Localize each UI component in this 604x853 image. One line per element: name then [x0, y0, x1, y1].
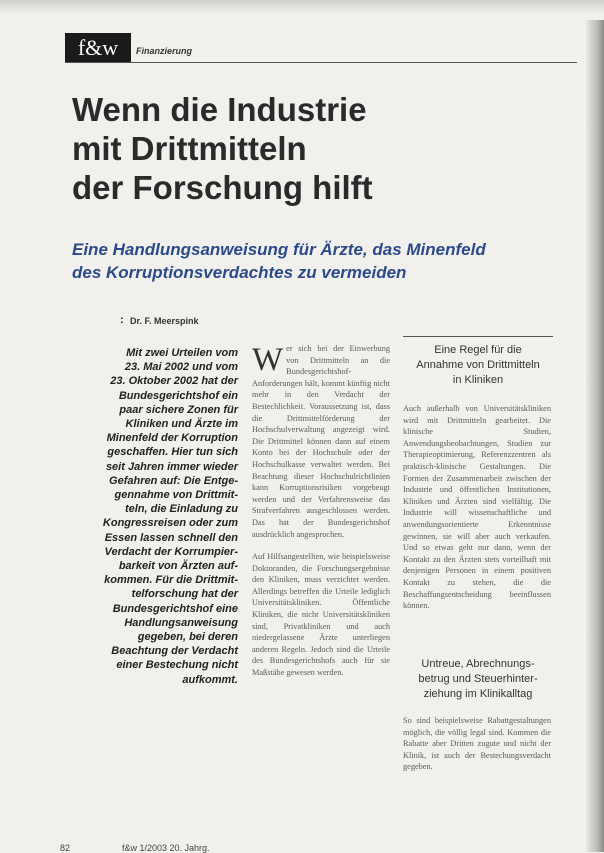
body-column-right [403, 403, 551, 623]
body-paragraph: Auch außerhalb von Universitätskliniken wird mit Drittmitteln gearbeitet. Die klinische Studien, Anwendungsbeobachtungen, Studien zur Therapieoptimierung, Referenzzentren als praktisch-klinische Gestaltungen. Die Formen der Zusammenarbeit zwischen der Industrie und öffentlichen Institutionen, Kliniken und Ärzten sind vielfältig. Die Industrie will wissenschaftliche und anwendungsorientierte Erkenntnisse gewinnen, sie will aber auch verkaufen. Und so etwas geht nur dann, wenn der Kontakt zu den Ärzten stets vorteilhaft mit denjenigen Personen in einem positiven Kontakt zu stehen, die die Beschaffungsentscheidung beeinflussen können. [403, 404, 551, 611]
article-title [72, 90, 532, 207]
body-column-middle [252, 343, 390, 690]
body-paragraph: Auf Hilfsangestellten, wie beispielsweise Doktoranden, die Forschungsergebnisse den Kliniken, muss verzichtet werden. Allerdings betreffen die Urteile lediglich Universitätskliniken. Öffentliche Kliniken, die nicht Universitätskliniken sind, Privatkliniken und auch niedergelassene Ärzte unterliegen anderen Regeln. Jedoch sind die Urteile des Bundesgerichtshofs auch für sie Maßstäbe gewesen werden. [252, 552, 390, 678]
header-rule [65, 62, 577, 63]
body-paragraph: So sind beispielsweise Rabattgestaltungen möglich, die völlig legal sind. Kommen die Rabatte aber Dritten zugute und nicht der Klinik, ist auch der Bestechungsverdacht gegeben. [403, 716, 551, 772]
author-name: Dr. F. Meerspink [130, 316, 199, 326]
sidebar-heading: Eine Regel für die Annahme von Drittmitteln in Kliniken [416, 344, 540, 386]
title-line: Wenn die Industrie [72, 91, 367, 128]
journal-issue: f&w 1/2003 20. Jahrg. [122, 843, 210, 853]
sidebar-subheading: Untreue, Abrechnungs- betrug und Steuerhinter- ziehung im Klinikalltag [418, 658, 538, 700]
sidebar-rule [403, 336, 553, 337]
subtitle-line: Eine Handlungsanweisung für Ärzte, das Minenfeld [72, 240, 486, 259]
journal-logo: f&w [65, 33, 131, 62]
page-edge [586, 20, 604, 852]
body-column-right-continued [403, 715, 551, 784]
author-marker-icon: : [120, 314, 124, 326]
scan-shadow [0, 0, 604, 14]
drop-cap: W [252, 342, 284, 378]
page-number: 82 [60, 843, 71, 853]
article-subtitle [72, 238, 552, 284]
section-label: Finanzierung [136, 46, 192, 56]
title-line: mit Drittmitteln [72, 130, 307, 167]
lead-paragraph: Mit zwei Urteilen vom 23. Mai 2002 und vom 23. Oktober 2002 hat der Bundesgerichtshof ein paar sichere Zonen für Kliniken und Ärzte im Minenfeld der Korruption geschaffen. Hier tun sich seit Jahren immer wieder Gefahren auf: Die Entge- gennahme von Drittmit- teln, die Einladung zu Kongressreisen oder zum Essen lassen schnell den Verdacht der Korrumpier- barkeit von Ärzten auf- kommen. Für die Drittmit- telforschung hat der Bundesgerichtshof eine Handlungsanweisung gegeben, bei deren Beachtung der Verdacht einer Bestechung nicht aufkommt. [102, 347, 238, 686]
subtitle-line: des Korruptionsverdachtes zu vermeiden [72, 263, 407, 282]
title-line: der Forschung hilft [72, 169, 373, 206]
body-paragraph: Wer sich bei der Einwerbung von Drittmitteln an die Bundesgerichtshof-Anforderungen hält, kommt künftig nicht mehr in den Verdacht der Bestechlichkeit. Voraussetzung ist, dass die Drittmittelförderung der Hochschulverwaltung angezeigt wird. Die Drittmittel können dann auf einem Konto bei der Hochschule oder der Hochschulkasse verwaltet werden. Bei Beachtung dieser Hochschulrichtlinien kann Korruptionsrisiken vorgebeugt werden und der Verfahrensweise das Strafverfahren ausgeschlossen werden. Das hat der Bundesgerichtshof ausdrücklich angesprochen. [252, 342, 390, 539]
